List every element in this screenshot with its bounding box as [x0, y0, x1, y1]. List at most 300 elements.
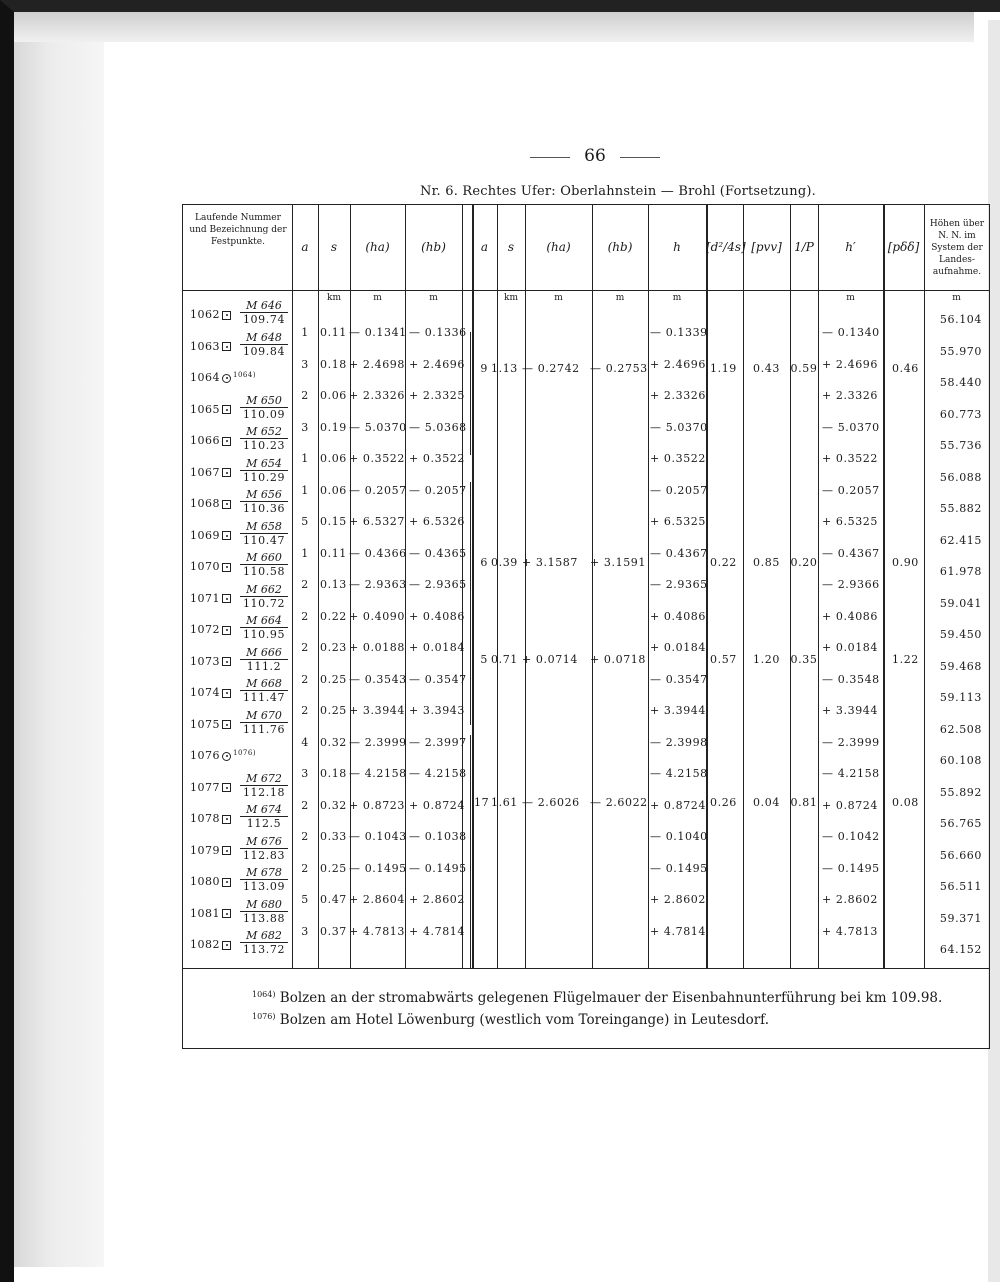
benchmark-id: M 658	[240, 520, 288, 534]
group-ha: + 0.0714	[522, 653, 579, 666]
square-benchmark-icon	[222, 909, 231, 918]
seg-ha: — 4.2158	[349, 767, 407, 780]
seg-hprime: + 0.4086	[822, 609, 879, 623]
group-s: 1.13	[491, 362, 518, 375]
group-d2: 0.57	[710, 653, 737, 666]
seg-a: 3	[301, 924, 309, 938]
seg-hprime: + 2.4696	[822, 357, 879, 371]
point-number: 1079	[190, 843, 220, 857]
header-hprime: h′	[845, 240, 856, 254]
seg-hprime: + 2.3326	[822, 389, 879, 402]
group-bracket	[470, 332, 471, 455]
seg-h: — 0.1339	[650, 326, 708, 339]
seg-h: + 2.4696	[650, 357, 707, 371]
seg-s: 0.47	[320, 893, 347, 906]
seg-hb: — 5.0368	[409, 420, 467, 434]
benchmark-km: 110.23	[242, 439, 286, 452]
seg-hb: + 4.7814	[409, 924, 466, 938]
header-point: Laufende Nummer und Bezeichnung der Festpunkte.	[189, 213, 287, 247]
group-d2: 0.22	[710, 556, 737, 569]
group-s: 1.61	[491, 796, 518, 809]
point-number: 1070	[190, 560, 220, 573]
seg-h: + 0.0184	[650, 641, 707, 654]
seg-s: 0.06	[320, 452, 347, 465]
footnote-2: $^{1076)}$ Bolzen am Hotel Löwenburg (westlich vom Toreingange) in Leutesdorf.	[252, 1012, 769, 1028]
benchmark-km: 113.72	[242, 943, 286, 956]
seg-a: 5	[301, 515, 309, 528]
column-line	[525, 205, 526, 968]
height-value: 64.152	[939, 943, 982, 956]
seg-s: 0.32	[320, 735, 347, 749]
seg-a: 1	[301, 483, 309, 497]
square-benchmark-icon	[222, 689, 231, 698]
group-hb: — 0.2753	[590, 362, 648, 375]
height-value: 60.773	[939, 407, 982, 421]
height-value: 55.970	[939, 344, 982, 358]
group-bracket	[470, 735, 471, 968]
seg-ha: + 2.8604	[349, 893, 406, 906]
group-pdd: 1.22	[892, 653, 919, 666]
seg-ha: + 6.5327	[349, 515, 406, 528]
square-benchmark-icon	[222, 657, 231, 666]
benchmark-km: 109.74	[242, 313, 286, 326]
header-s2: s	[507, 240, 515, 254]
height-value: 59.041	[939, 596, 982, 610]
seg-s: 0.18	[320, 357, 347, 371]
seg-hb: + 3.3943	[409, 704, 466, 717]
seg-a: 3	[301, 357, 309, 371]
seg-hprime: + 6.5325	[822, 515, 879, 528]
header-heights: Höhen über N. N. im System der Landes-aufnahme.	[929, 219, 985, 277]
seg-ha: — 2.9363	[349, 578, 407, 591]
seg-hprime: — 4.2158	[822, 767, 880, 780]
benchmark-km: 110.47	[242, 533, 286, 547]
benchmark-id: M 664	[240, 614, 288, 628]
point-number: 1062	[190, 308, 220, 321]
point-label	[190, 812, 233, 825]
seg-h: — 0.1495	[650, 861, 708, 875]
seg-hprime: — 0.1495	[822, 861, 880, 875]
square-benchmark-icon	[222, 878, 231, 887]
height-value: 56.088	[939, 470, 982, 484]
page-top-shadow	[14, 12, 974, 42]
header-bottom-line	[183, 290, 989, 291]
height-value: 59.450	[939, 628, 982, 641]
benchmark-id: M 662	[240, 583, 288, 597]
benchmark-fraction	[240, 551, 288, 578]
table-subtitle: Nr. 6. Rechtes Ufer: Oberlahnstein — Brohl (Fortsetzung).	[420, 184, 816, 199]
benchmark-km: 111.2	[246, 659, 282, 673]
unit-hprime: m	[846, 293, 855, 303]
unit-h: m	[672, 293, 682, 303]
benchmark-id: M 668	[240, 677, 288, 691]
group-pvv: 0.85	[753, 556, 780, 569]
seg-h: — 0.1040	[650, 830, 708, 843]
benchmark-id: M 652	[240, 425, 288, 439]
height-value: 56.660	[939, 848, 982, 862]
height-value: 59.371	[939, 911, 982, 925]
group-pdd: 0.46	[892, 362, 919, 375]
square-benchmark-icon	[222, 437, 231, 446]
square-benchmark-icon	[222, 720, 231, 729]
point-number: 1067	[190, 465, 220, 479]
page-edge-shadow	[14, 12, 104, 1267]
header-hb1: (hb)	[421, 240, 446, 254]
point-number: 1080	[190, 875, 220, 888]
group-ha: — 0.2742	[522, 362, 580, 375]
unit-s2: km	[504, 293, 518, 303]
group-pvv: 1.20	[753, 653, 780, 666]
benchmark-id: M 660	[240, 551, 288, 565]
group-d2: 1.19	[710, 362, 737, 375]
seg-s: 0.23	[320, 641, 347, 654]
group-a: 9	[480, 362, 488, 375]
square-benchmark-icon	[222, 342, 231, 351]
point-number: 1076	[190, 749, 220, 762]
point-label	[190, 655, 233, 668]
point-number: 1063	[190, 339, 220, 353]
point-number: 1072	[190, 623, 220, 636]
seg-h: + 2.3326	[650, 389, 707, 402]
benchmark-id: M 672	[240, 772, 288, 786]
seg-a: 2	[301, 641, 309, 654]
seg-s: 0.13	[320, 578, 347, 591]
seg-ha: — 0.1341	[349, 326, 407, 339]
seg-ha: — 5.0370	[349, 420, 407, 434]
benchmark-id: M 656	[240, 488, 288, 502]
point-label	[190, 371, 256, 384]
seg-h: + 3.3944	[650, 704, 707, 717]
height-value: 59.113	[939, 691, 982, 704]
square-benchmark-icon	[222, 594, 231, 603]
column-line	[592, 205, 593, 968]
group-invp: 0.20	[790, 556, 818, 569]
benchmark-km: 112.83	[242, 848, 286, 862]
seg-a: 2	[301, 609, 309, 623]
seg-a: 1	[301, 326, 309, 339]
point-label	[190, 434, 233, 447]
seg-s: 0.33	[320, 830, 347, 843]
benchmark-km: 111.76	[242, 722, 286, 736]
header-ha2: (ha)	[546, 240, 571, 254]
benchmark-id: M 670	[240, 709, 288, 723]
benchmark-km: 110.29	[242, 470, 286, 484]
header-h: h	[673, 240, 681, 254]
point-label	[190, 308, 233, 321]
seg-hb: — 2.9365	[409, 578, 467, 591]
column-line	[989, 205, 990, 968]
seg-ha: — 2.3999	[349, 735, 407, 749]
benchmark-id: M 654	[240, 457, 288, 471]
square-benchmark-icon	[222, 531, 231, 540]
point-number: 1074	[190, 686, 220, 699]
seg-s: 0.06	[320, 389, 347, 402]
square-benchmark-icon	[222, 500, 231, 509]
square-benchmark-icon	[222, 468, 231, 477]
point-label	[190, 466, 233, 479]
benchmark-id: M 666	[240, 646, 288, 660]
seg-hprime: — 0.3548	[822, 672, 880, 686]
seg-a: 2	[301, 578, 309, 591]
group-a: 5	[480, 653, 488, 666]
point-label	[190, 781, 233, 794]
group-hb: + 3.1591	[590, 556, 647, 569]
seg-hb: — 0.1336	[409, 326, 467, 339]
seg-hb: + 0.0184	[409, 641, 466, 654]
footnote-ref: 1064)	[233, 371, 257, 379]
seg-ha: — 0.1495	[349, 861, 407, 875]
column-line	[497, 205, 498, 968]
header-pdd: [pδδ]	[887, 240, 920, 254]
point-label	[190, 497, 233, 510]
height-value: 56.104	[939, 313, 982, 326]
benchmark-id: M 676	[240, 835, 288, 849]
point-number: 1068	[190, 497, 220, 510]
benchmark-fraction	[240, 583, 288, 610]
benchmark-km: 111.47	[242, 691, 286, 704]
height-value: 56.511	[939, 880, 982, 893]
seg-a: 2	[301, 672, 309, 686]
header-ha1: (ha)	[365, 240, 390, 254]
group-pdd: 0.08	[892, 796, 919, 809]
height-value: 59.468	[939, 659, 982, 673]
column-line	[818, 205, 819, 968]
seg-s: 0.19	[320, 420, 347, 434]
header-pvv: [pvv]	[751, 240, 782, 254]
benchmark-km: 110.95	[242, 628, 286, 641]
seg-hprime: — 0.1042	[822, 830, 880, 843]
square-benchmark-icon	[222, 626, 231, 635]
column-line	[318, 205, 319, 968]
seg-hb: — 0.1038	[409, 830, 467, 843]
point-label	[190, 749, 256, 762]
unit-hb1: m	[429, 293, 438, 303]
square-benchmark-icon	[222, 941, 231, 950]
seg-a: 2	[301, 798, 309, 812]
point-number: 1069	[190, 528, 220, 542]
point-label	[190, 592, 233, 605]
column-line	[743, 205, 744, 968]
benchmark-fraction	[240, 646, 288, 673]
table-bottom-line	[183, 968, 989, 969]
group-hb: — 2.6022	[590, 796, 648, 809]
column-line	[790, 205, 791, 968]
square-benchmark-icon	[222, 311, 231, 320]
group-a: 6	[480, 556, 488, 569]
benchmark-id: M 680	[240, 898, 288, 912]
seg-hb: + 2.4696	[409, 357, 466, 371]
circle-bolt-icon	[222, 752, 231, 761]
seg-h: — 5.0370	[650, 420, 708, 434]
point-label	[190, 340, 233, 353]
seg-ha: + 0.0188	[349, 641, 406, 654]
seg-ha: + 2.3326	[349, 389, 406, 402]
header-a1: a	[301, 240, 309, 254]
point-number: 1071	[190, 591, 220, 605]
group-bracket	[470, 482, 471, 630]
column-line	[924, 205, 925, 968]
seg-ha: — 0.2057	[349, 483, 407, 497]
benchmark-fraction	[240, 835, 288, 862]
unit-hb2: m	[615, 293, 625, 303]
seg-a: 1	[301, 452, 309, 465]
seg-hb: + 2.8602	[409, 893, 466, 906]
seg-h: — 0.3547	[650, 672, 708, 686]
seg-hprime: + 0.8724	[822, 798, 879, 812]
seg-s: 0.37	[320, 924, 347, 938]
benchmark-fraction	[240, 614, 288, 641]
height-value: 61.978	[939, 565, 982, 578]
seg-ha: — 0.1043	[349, 830, 407, 843]
seg-ha: — 0.4366	[349, 546, 407, 560]
column-line	[472, 205, 474, 968]
benchmark-fraction	[240, 898, 288, 925]
seg-hb: + 0.8724	[409, 798, 466, 812]
seg-s: 0.25	[320, 861, 347, 875]
height-value: 60.108	[939, 754, 982, 767]
group-s: 0.71	[491, 653, 518, 666]
unit-ha2: m	[554, 293, 563, 303]
point-number: 1073	[190, 654, 220, 668]
benchmark-km: 112.18	[242, 785, 286, 799]
height-value: 58.440	[939, 376, 982, 389]
seg-hb: — 0.3547	[409, 672, 467, 686]
seg-hprime: + 2.8602	[822, 893, 879, 906]
height-value: 56.765	[939, 817, 982, 830]
benchmark-km: 110.36	[242, 502, 286, 515]
seg-a: 4	[301, 735, 309, 749]
seg-hprime: — 2.9366	[822, 578, 880, 591]
seg-ha: + 0.8723	[349, 798, 406, 812]
group-a: 17	[474, 796, 490, 809]
group-pdd: 0.90	[892, 556, 919, 569]
point-label	[190, 623, 233, 636]
point-number: 1065	[190, 402, 220, 416]
footnote-ref: 1076)	[233, 749, 257, 757]
seg-hprime: — 0.4367	[822, 546, 880, 560]
seg-h: — 2.3998	[650, 735, 708, 749]
column-line	[648, 205, 649, 968]
group-hb: + 0.0718	[590, 653, 647, 666]
header-d2: [d²/4s]	[706, 240, 746, 254]
seg-hprime: — 5.0370	[822, 420, 880, 434]
seg-ha: + 0.3522	[349, 452, 406, 465]
seg-ha: + 3.3944	[349, 704, 406, 717]
point-number: 1064	[190, 371, 220, 384]
benchmark-km: 109.84	[242, 344, 286, 358]
group-s: 0.39	[491, 556, 518, 569]
seg-ha: — 0.3543	[349, 672, 407, 686]
benchmark-id: M 674	[240, 803, 288, 817]
seg-hprime: — 0.2057	[822, 483, 880, 497]
seg-h: + 0.4086	[650, 609, 707, 623]
point-number: 1078	[190, 812, 220, 825]
benchmark-km: 112.5	[246, 817, 282, 830]
height-value: 62.508	[939, 722, 982, 736]
seg-h: + 0.8724	[650, 798, 707, 812]
seg-s: 0.15	[320, 515, 347, 528]
seg-h: — 2.9365	[650, 578, 708, 591]
point-number: 1075	[190, 717, 220, 731]
footnote-1: $^{1064)}$ Bolzen an der stromabwärts gelegenen Flügelmauer der Eisenbahnunterführung bei km 109.98.	[252, 990, 943, 1006]
seg-ha: + 0.4090	[349, 609, 406, 623]
seg-hb: + 2.3325	[409, 389, 466, 402]
group-pvv: 0.04	[753, 796, 780, 809]
seg-hprime: + 4.7813	[822, 924, 879, 938]
seg-h: + 6.5325	[650, 515, 707, 528]
benchmark-km: 110.72	[242, 596, 286, 610]
seg-a: 2	[301, 861, 309, 875]
seg-hprime: — 2.3999	[822, 735, 880, 749]
benchmark-fraction	[240, 929, 288, 956]
seg-a: 2	[301, 830, 309, 843]
seg-hprime: + 0.0184	[822, 641, 879, 654]
group-d2: 0.26	[710, 796, 737, 809]
benchmark-fraction	[240, 457, 288, 484]
seg-hb: + 0.3522	[409, 452, 466, 465]
seg-a: 3	[301, 420, 309, 434]
benchmark-fraction	[240, 520, 288, 547]
benchmark-km: 110.58	[242, 565, 286, 578]
benchmark-fraction	[240, 488, 288, 515]
benchmark-fraction	[240, 772, 288, 799]
benchmark-id: M 682	[240, 929, 288, 943]
seg-h: + 4.7814	[650, 924, 707, 938]
benchmark-fraction	[240, 331, 288, 358]
square-benchmark-icon	[222, 783, 231, 792]
benchmark-fraction	[240, 425, 288, 452]
group-ha: + 3.1587	[522, 556, 579, 569]
seg-h: — 0.4367	[650, 546, 708, 560]
point-label	[190, 844, 233, 857]
benchmark-id: M 678	[240, 866, 288, 880]
seg-ha: + 2.4698	[349, 357, 406, 371]
seg-hprime: + 3.3944	[822, 704, 879, 717]
seg-a: 1	[301, 546, 309, 560]
point-label	[190, 718, 233, 731]
benchmark-fraction	[240, 299, 288, 326]
point-number: 1066	[190, 434, 220, 447]
point-label	[190, 875, 233, 888]
unit-ha1: m	[373, 293, 382, 303]
square-benchmark-icon	[222, 815, 231, 824]
benchmark-km: 113.09	[242, 880, 286, 893]
seg-hb: — 0.1495	[409, 861, 467, 875]
benchmark-id: M 646	[240, 299, 288, 313]
seg-s: 0.25	[320, 672, 347, 686]
header-invp: 1/P	[794, 240, 814, 254]
seg-hb: — 0.2057	[409, 483, 467, 497]
seg-hb: — 4.2158	[409, 767, 467, 780]
benchmark-fraction	[240, 866, 288, 893]
seg-s: 0.18	[320, 767, 347, 780]
point-number: 1082	[190, 938, 220, 951]
group-invp: 0.59	[790, 362, 818, 375]
seg-s: 0.32	[320, 798, 347, 812]
seg-h: — 0.2057	[650, 483, 708, 497]
group-bracket	[470, 630, 471, 725]
benchmark-fraction	[240, 709, 288, 736]
group-invp: 0.81	[790, 796, 818, 809]
circle-bolt-icon	[222, 374, 231, 383]
benchmark-fraction	[240, 394, 288, 421]
square-benchmark-icon	[222, 405, 231, 414]
height-value: 62.415	[939, 533, 982, 547]
point-label	[190, 907, 233, 920]
seg-hb: — 0.4365	[409, 546, 467, 560]
header-s1: s	[330, 240, 338, 254]
benchmark-km: 110.09	[242, 407, 286, 421]
